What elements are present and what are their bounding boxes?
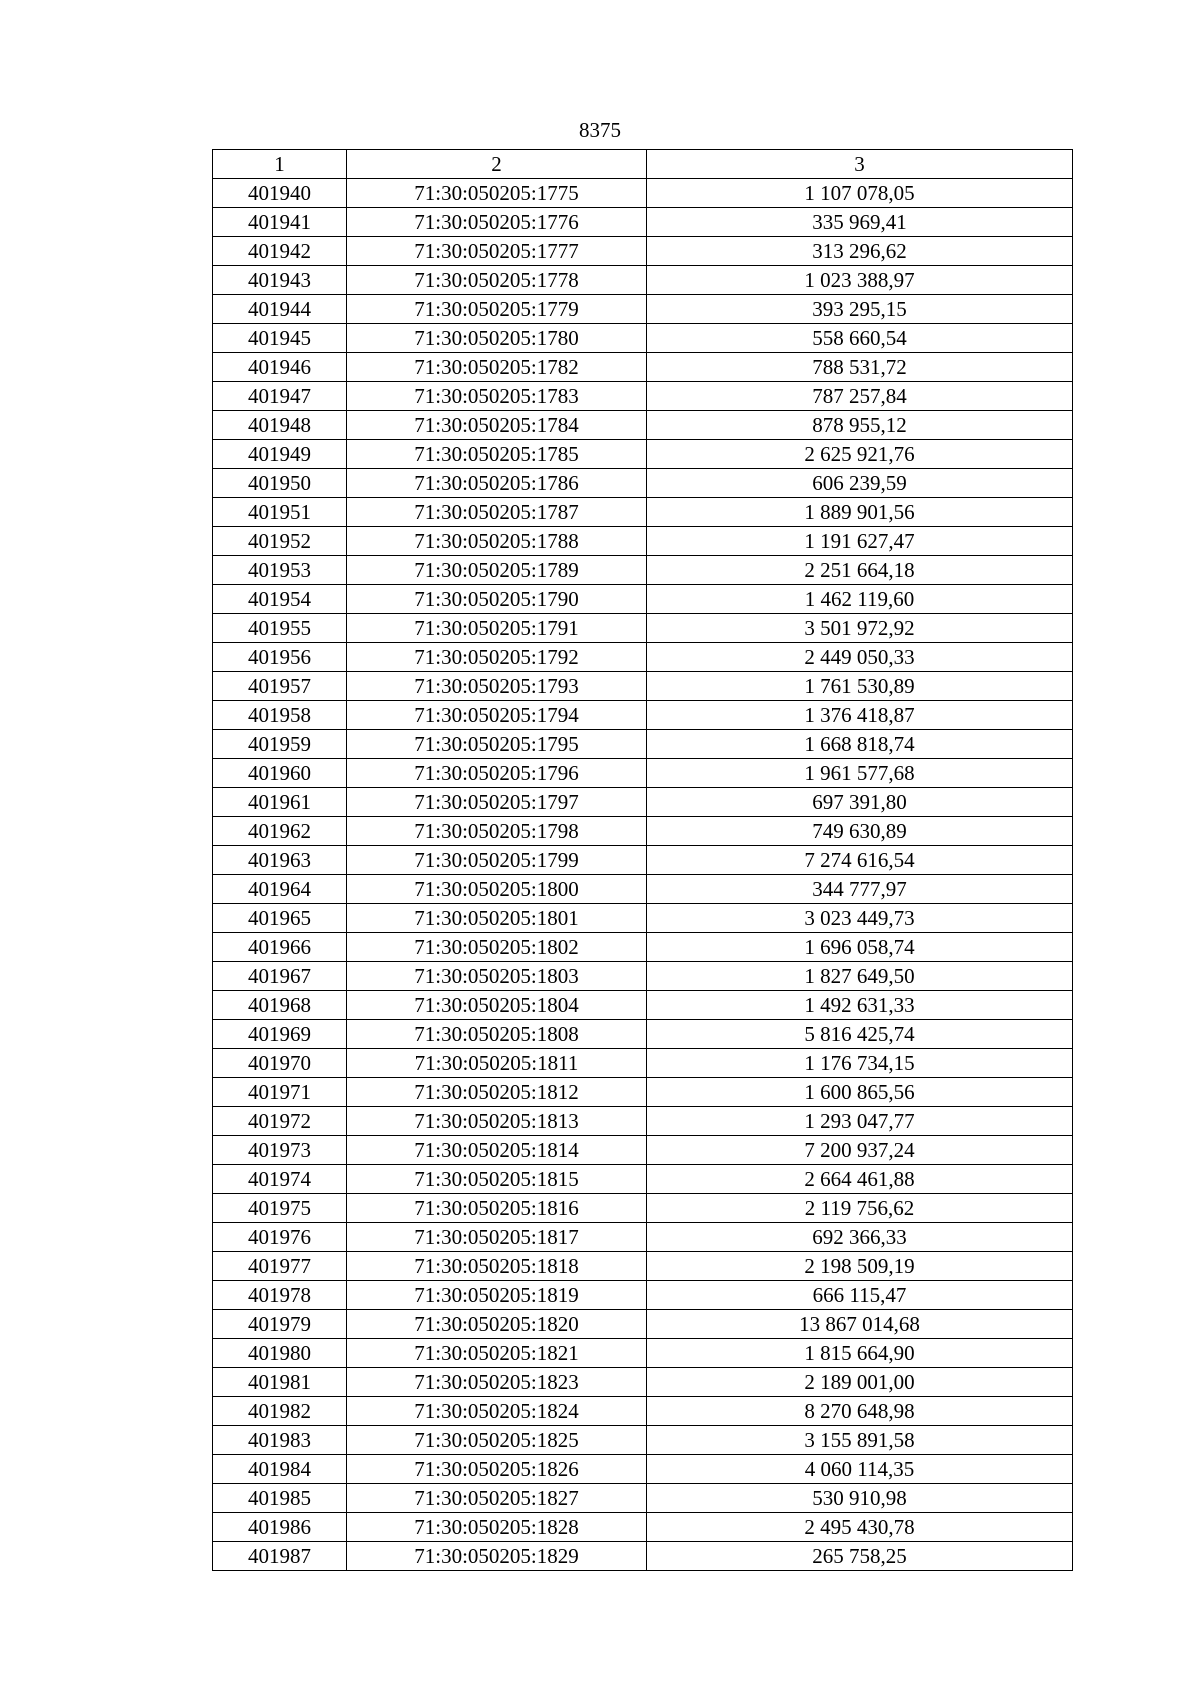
- cadastral-value-cell: 558 660,54: [647, 324, 1073, 353]
- table-row: [213, 1368, 1073, 1397]
- table-row: [213, 991, 1073, 1020]
- row-number-cell: 401984: [213, 1455, 347, 1484]
- cadastral-number-cell: 71:30:050205:1812: [347, 1078, 647, 1107]
- cadastral-number-cell: 71:30:050205:1815: [347, 1165, 647, 1194]
- cadastral-number-cell: 71:30:050205:1804: [347, 991, 647, 1020]
- cadastral-number-cell: 71:30:050205:1826: [347, 1455, 647, 1484]
- cadastral-value-cell: 2 625 921,76: [647, 440, 1073, 469]
- cadastral-number-cell: 71:30:050205:1792: [347, 643, 647, 672]
- table-row: [213, 295, 1073, 324]
- row-number-cell: 401959: [213, 730, 347, 759]
- row-number-cell: 401967: [213, 962, 347, 991]
- table-row: [213, 933, 1073, 962]
- row-number-cell: 401983: [213, 1426, 347, 1455]
- row-number-cell: 401976: [213, 1223, 347, 1252]
- row-number-cell: 401951: [213, 498, 347, 527]
- table-row: [213, 208, 1073, 237]
- cadastral-value-cell: 2 198 509,19: [647, 1252, 1073, 1281]
- page-number: 8375: [579, 118, 621, 142]
- row-number-cell: 401975: [213, 1194, 347, 1223]
- row-number-cell: 401970: [213, 1049, 347, 1078]
- row-number-cell: 401964: [213, 875, 347, 904]
- table-row: [213, 1397, 1073, 1426]
- table-row: [213, 904, 1073, 933]
- cadastral-value-cell: 3 155 891,58: [647, 1426, 1073, 1455]
- cadastral-number-cell: 71:30:050205:1817: [347, 1223, 647, 1252]
- cadastral-number-cell: 71:30:050205:1795: [347, 730, 647, 759]
- cadastral-value-cell: 344 777,97: [647, 875, 1073, 904]
- cadastral-value-cell: 878 955,12: [647, 411, 1073, 440]
- cadastral-value-cell: 1 176 734,15: [647, 1049, 1073, 1078]
- cadastral-number-cell: 71:30:050205:1798: [347, 817, 647, 846]
- table-row: [213, 1223, 1073, 1252]
- cadastral-value-cell: 2 449 050,33: [647, 643, 1073, 672]
- cadastral-value-cell: 787 257,84: [647, 382, 1073, 411]
- cadastral-number-cell: 71:30:050205:1829: [347, 1542, 647, 1571]
- cadastral-value-cell: 4 060 114,35: [647, 1455, 1073, 1484]
- table-row: [213, 1194, 1073, 1223]
- table-row: [213, 759, 1073, 788]
- row-number-cell: 401973: [213, 1136, 347, 1165]
- cadastral-number-cell: 71:30:050205:1790: [347, 585, 647, 614]
- row-number-cell: 401948: [213, 411, 347, 440]
- cadastral-value-cell: 2 664 461,88: [647, 1165, 1073, 1194]
- cadastral-value-cell: 606 239,59: [647, 469, 1073, 498]
- cadastral-value-cell: 1 668 818,74: [647, 730, 1073, 759]
- table-row: [213, 1455, 1073, 1484]
- cadastral-number-cell: 71:30:050205:1789: [347, 556, 647, 585]
- cadastral-value-table: [212, 149, 1073, 1571]
- cadastral-number-cell: 71:30:050205:1800: [347, 875, 647, 904]
- row-number-cell: 401979: [213, 1310, 347, 1339]
- table-row: [213, 382, 1073, 411]
- row-number-cell: 401966: [213, 933, 347, 962]
- cadastral-number-cell: 71:30:050205:1779: [347, 295, 647, 324]
- table-row: [213, 1136, 1073, 1165]
- cadastral-value-cell: 788 531,72: [647, 353, 1073, 382]
- table-row: [213, 1020, 1073, 1049]
- cadastral-number-cell: 71:30:050205:1811: [347, 1049, 647, 1078]
- row-number-cell: 401987: [213, 1542, 347, 1571]
- table-row: [213, 614, 1073, 643]
- row-number-cell: 401961: [213, 788, 347, 817]
- cadastral-value-cell: 8 270 648,98: [647, 1397, 1073, 1426]
- cadastral-number-cell: 71:30:050205:1813: [347, 1107, 647, 1136]
- table-row: [213, 324, 1073, 353]
- table-row: [213, 556, 1073, 585]
- cadastral-number-cell: 71:30:050205:1827: [347, 1484, 647, 1513]
- table-row: [213, 1542, 1073, 1571]
- cadastral-value-cell: 2 189 001,00: [647, 1368, 1073, 1397]
- row-number-cell: 401944: [213, 295, 347, 324]
- row-number-cell: 401972: [213, 1107, 347, 1136]
- row-number-cell: 401941: [213, 208, 347, 237]
- cadastral-value-cell: 1 600 865,56: [647, 1078, 1073, 1107]
- table-row: [213, 1252, 1073, 1281]
- table-row: [213, 440, 1073, 469]
- row-number-cell: 401986: [213, 1513, 347, 1542]
- table-body: [213, 179, 1073, 1571]
- cadastral-number-cell: 71:30:050205:1801: [347, 904, 647, 933]
- table-row: [213, 643, 1073, 672]
- cadastral-value-cell: 2 251 664,18: [647, 556, 1073, 585]
- table-row: [213, 411, 1073, 440]
- column-header-cadastral-number: 2: [347, 150, 647, 179]
- cadastral-value-cell: 1 492 631,33: [647, 991, 1073, 1020]
- cadastral-number-cell: 71:30:050205:1787: [347, 498, 647, 527]
- cadastral-value-cell: 5 816 425,74: [647, 1020, 1073, 1049]
- cadastral-value-cell: 1 293 047,77: [647, 1107, 1073, 1136]
- cadastral-number-cell: 71:30:050205:1799: [347, 846, 647, 875]
- cadastral-value-cell: 530 910,98: [647, 1484, 1073, 1513]
- row-number-cell: 401950: [213, 469, 347, 498]
- row-number-cell: 401949: [213, 440, 347, 469]
- row-number-cell: 401943: [213, 266, 347, 295]
- table-row: [213, 266, 1073, 295]
- table-row: [213, 846, 1073, 875]
- cadastral-number-cell: 71:30:050205:1797: [347, 788, 647, 817]
- cadastral-number-cell: 71:30:050205:1782: [347, 353, 647, 382]
- row-number-cell: 401974: [213, 1165, 347, 1194]
- cadastral-number-cell: 71:30:050205:1777: [347, 237, 647, 266]
- cadastral-value-cell: 7 274 616,54: [647, 846, 1073, 875]
- table-row: [213, 1484, 1073, 1513]
- table-row: [213, 585, 1073, 614]
- row-number-cell: 401952: [213, 527, 347, 556]
- cadastral-value-cell: 3 501 972,92: [647, 614, 1073, 643]
- cadastral-value-cell: 1 107 078,05: [647, 179, 1073, 208]
- table-row: [213, 1165, 1073, 1194]
- cadastral-value-cell: 1 889 901,56: [647, 498, 1073, 527]
- table-row: [213, 788, 1073, 817]
- cadastral-value-cell: 666 115,47: [647, 1281, 1073, 1310]
- cadastral-number-cell: 71:30:050205:1814: [347, 1136, 647, 1165]
- row-number-cell: 401940: [213, 179, 347, 208]
- row-number-cell: 401942: [213, 237, 347, 266]
- cadastral-value-cell: 1 376 418,87: [647, 701, 1073, 730]
- cadastral-value-cell: 265 758,25: [647, 1542, 1073, 1571]
- cadastral-number-cell: 71:30:050205:1818: [347, 1252, 647, 1281]
- cadastral-value-cell: 1 023 388,97: [647, 266, 1073, 295]
- row-number-cell: 401958: [213, 701, 347, 730]
- cadastral-value-cell: 3 023 449,73: [647, 904, 1073, 933]
- row-number-cell: 401978: [213, 1281, 347, 1310]
- column-header-cadastral-value: 3: [647, 150, 1073, 179]
- row-number-cell: 401982: [213, 1397, 347, 1426]
- cadastral-number-cell: 71:30:050205:1808: [347, 1020, 647, 1049]
- row-number-cell: 401980: [213, 1339, 347, 1368]
- row-number-cell: 401946: [213, 353, 347, 382]
- cadastral-number-cell: 71:30:050205:1788: [347, 527, 647, 556]
- cadastral-value-cell: 393 295,15: [647, 295, 1073, 324]
- cadastral-number-cell: 71:30:050205:1778: [347, 266, 647, 295]
- table-row: [213, 1310, 1073, 1339]
- cadastral-number-cell: 71:30:050205:1776: [347, 208, 647, 237]
- table-row: [213, 179, 1073, 208]
- table-row: [213, 1281, 1073, 1310]
- table-row: [213, 875, 1073, 904]
- cadastral-value-cell: 13 867 014,68: [647, 1310, 1073, 1339]
- cadastral-number-cell: 71:30:050205:1828: [347, 1513, 647, 1542]
- row-number-cell: 401977: [213, 1252, 347, 1281]
- cadastral-number-cell: 71:30:050205:1775: [347, 179, 647, 208]
- cadastral-value-cell: 1 827 649,50: [647, 962, 1073, 991]
- cadastral-value-cell: 2 119 756,62: [647, 1194, 1073, 1223]
- cadastral-value-cell: 1 462 119,60: [647, 585, 1073, 614]
- cadastral-value-cell: 1 761 530,89: [647, 672, 1073, 701]
- row-number-cell: 401969: [213, 1020, 347, 1049]
- cadastral-value-cell: 697 391,80: [647, 788, 1073, 817]
- table-row: [213, 353, 1073, 382]
- cadastral-value-cell: 692 366,33: [647, 1223, 1073, 1252]
- cadastral-number-cell: 71:30:050205:1784: [347, 411, 647, 440]
- table-row: [213, 817, 1073, 846]
- cadastral-number-cell: 71:30:050205:1791: [347, 614, 647, 643]
- cadastral-number-cell: 71:30:050205:1824: [347, 1397, 647, 1426]
- table-row: [213, 237, 1073, 266]
- cadastral-value-cell: 313 296,62: [647, 237, 1073, 266]
- row-number-cell: 401985: [213, 1484, 347, 1513]
- cadastral-number-cell: 71:30:050205:1785: [347, 440, 647, 469]
- row-number-cell: 401955: [213, 614, 347, 643]
- column-header-number: 1: [213, 150, 347, 179]
- table-row: [213, 1513, 1073, 1542]
- table-row: [213, 1339, 1073, 1368]
- row-number-cell: 401956: [213, 643, 347, 672]
- row-number-cell: 401960: [213, 759, 347, 788]
- cadastral-number-cell: 71:30:050205:1786: [347, 469, 647, 498]
- row-number-cell: 401953: [213, 556, 347, 585]
- table-row: [213, 527, 1073, 556]
- cadastral-number-cell: 71:30:050205:1802: [347, 933, 647, 962]
- row-number-cell: 401954: [213, 585, 347, 614]
- row-number-cell: 401965: [213, 904, 347, 933]
- cadastral-number-cell: 71:30:050205:1796: [347, 759, 647, 788]
- table-row: [213, 672, 1073, 701]
- cadastral-number-cell: 71:30:050205:1780: [347, 324, 647, 353]
- cadastral-number-cell: 71:30:050205:1823: [347, 1368, 647, 1397]
- cadastral-number-cell: 71:30:050205:1816: [347, 1194, 647, 1223]
- table-row: [213, 701, 1073, 730]
- row-number-cell: 401963: [213, 846, 347, 875]
- cadastral-value-cell: 1 815 664,90: [647, 1339, 1073, 1368]
- cadastral-number-cell: 71:30:050205:1820: [347, 1310, 647, 1339]
- row-number-cell: 401957: [213, 672, 347, 701]
- table-header-row: [213, 150, 1073, 179]
- row-number-cell: 401971: [213, 1078, 347, 1107]
- row-number-cell: 401962: [213, 817, 347, 846]
- cadastral-value-cell: 1 961 577,68: [647, 759, 1073, 788]
- cadastral-number-cell: 71:30:050205:1793: [347, 672, 647, 701]
- cadastral-value-cell: 1 696 058,74: [647, 933, 1073, 962]
- cadastral-value-cell: 749 630,89: [647, 817, 1073, 846]
- table-row: [213, 1078, 1073, 1107]
- cadastral-value-cell: 7 200 937,24: [647, 1136, 1073, 1165]
- cadastral-number-cell: 71:30:050205:1803: [347, 962, 647, 991]
- row-number-cell: 401947: [213, 382, 347, 411]
- cadastral-number-cell: 71:30:050205:1821: [347, 1339, 647, 1368]
- table-row: [213, 498, 1073, 527]
- cadastral-value-cell: 2 495 430,78: [647, 1513, 1073, 1542]
- cadastral-number-cell: 71:30:050205:1825: [347, 1426, 647, 1455]
- table-row: [213, 962, 1073, 991]
- table-row: [213, 730, 1073, 759]
- table-row: [213, 469, 1073, 498]
- cadastral-value-cell: 335 969,41: [647, 208, 1073, 237]
- row-number-cell: 401981: [213, 1368, 347, 1397]
- table-row: [213, 1107, 1073, 1136]
- cadastral-number-cell: 71:30:050205:1783: [347, 382, 647, 411]
- row-number-cell: 401945: [213, 324, 347, 353]
- table-row: [213, 1049, 1073, 1078]
- cadastral-number-cell: 71:30:050205:1819: [347, 1281, 647, 1310]
- cadastral-number-cell: 71:30:050205:1794: [347, 701, 647, 730]
- row-number-cell: 401968: [213, 991, 347, 1020]
- table-row: [213, 1426, 1073, 1455]
- cadastral-value-cell: 1 191 627,47: [647, 527, 1073, 556]
